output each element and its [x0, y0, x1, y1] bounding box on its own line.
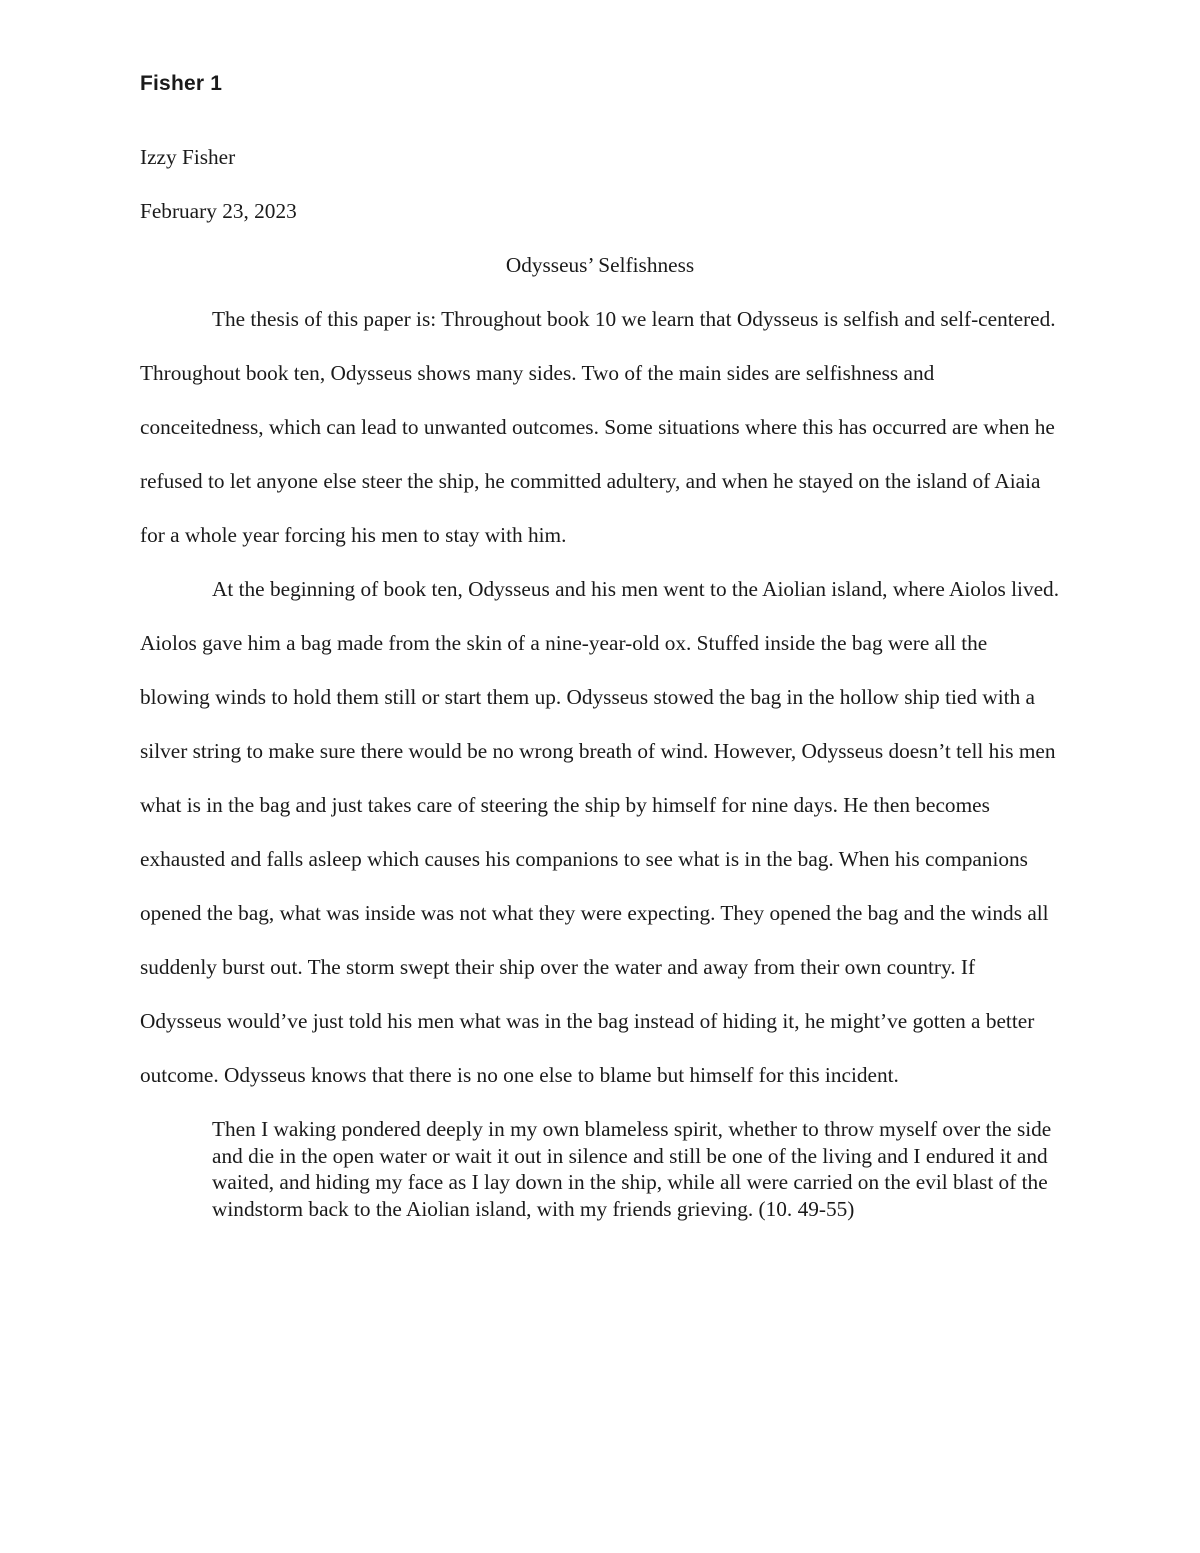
document-body: [140, 130, 1060, 1222]
paragraph-thesis: The thesis of this paper is: Throughout book 10 we learn that Odysseus is selfish and self-centered. Throughout book ten, Odysseus shows many sides. Two of the main sides are selfishness and conceitedness, which can lead to unwanted outcomes. Some situations where this has occurred are when he refused to let anyone else steer the ship, he committed adultery, and when he stayed on the island of Aiaia for a whole year forcing his men to stay with him.: [140, 307, 1056, 547]
block-quote: Then I waking pondered deeply in my own blameless spirit, whether to throw myself over the side and die in the open water or wait it out in silence and still be one of the living and I endured it and waited, and hiding my face as I lay down in the ship, while all were carried on the evil blast of the windstorm back to the Aiolian island, with my friends grieving. (10. 49-55): [212, 1117, 1052, 1221]
author-name: Izzy Fisher: [140, 145, 236, 169]
running-header: Fisher 1: [140, 72, 223, 95]
paragraph-aiolian-island: At the beginning of book ten, Odysseus and his men went to the Aiolian island, where Aiolos lived. Aiolos gave him a bag made from the skin of a nine-year-old ox. Stuffed inside the bag were all the blowing winds to hold them still or start them up. Odysseus stowed the bag in the hollow ship tied with a silver string to make sure there would be no wrong breath of wind. However, Odysseus doesn’t tell his men what is in the bag and just takes care of steering the ship by himself for nine days. He then becomes exhausted and falls asleep which causes his companions to see what is in the bag. When his companions opened the bag, what was inside was not what they were expecting. They opened the bag and the winds all suddenly burst out. The storm swept their ship over the water and away from their own country. If Odysseus would’ve just told his men what was in the bag instead of hiding it, he might’ve gotten a better outcome. Odysseus knows that there is no one else to blame but himself for this incident.: [140, 577, 1060, 1087]
document-date: February 23, 2023: [140, 199, 297, 223]
document-title: Odysseus’ Selfishness: [505, 253, 695, 277]
